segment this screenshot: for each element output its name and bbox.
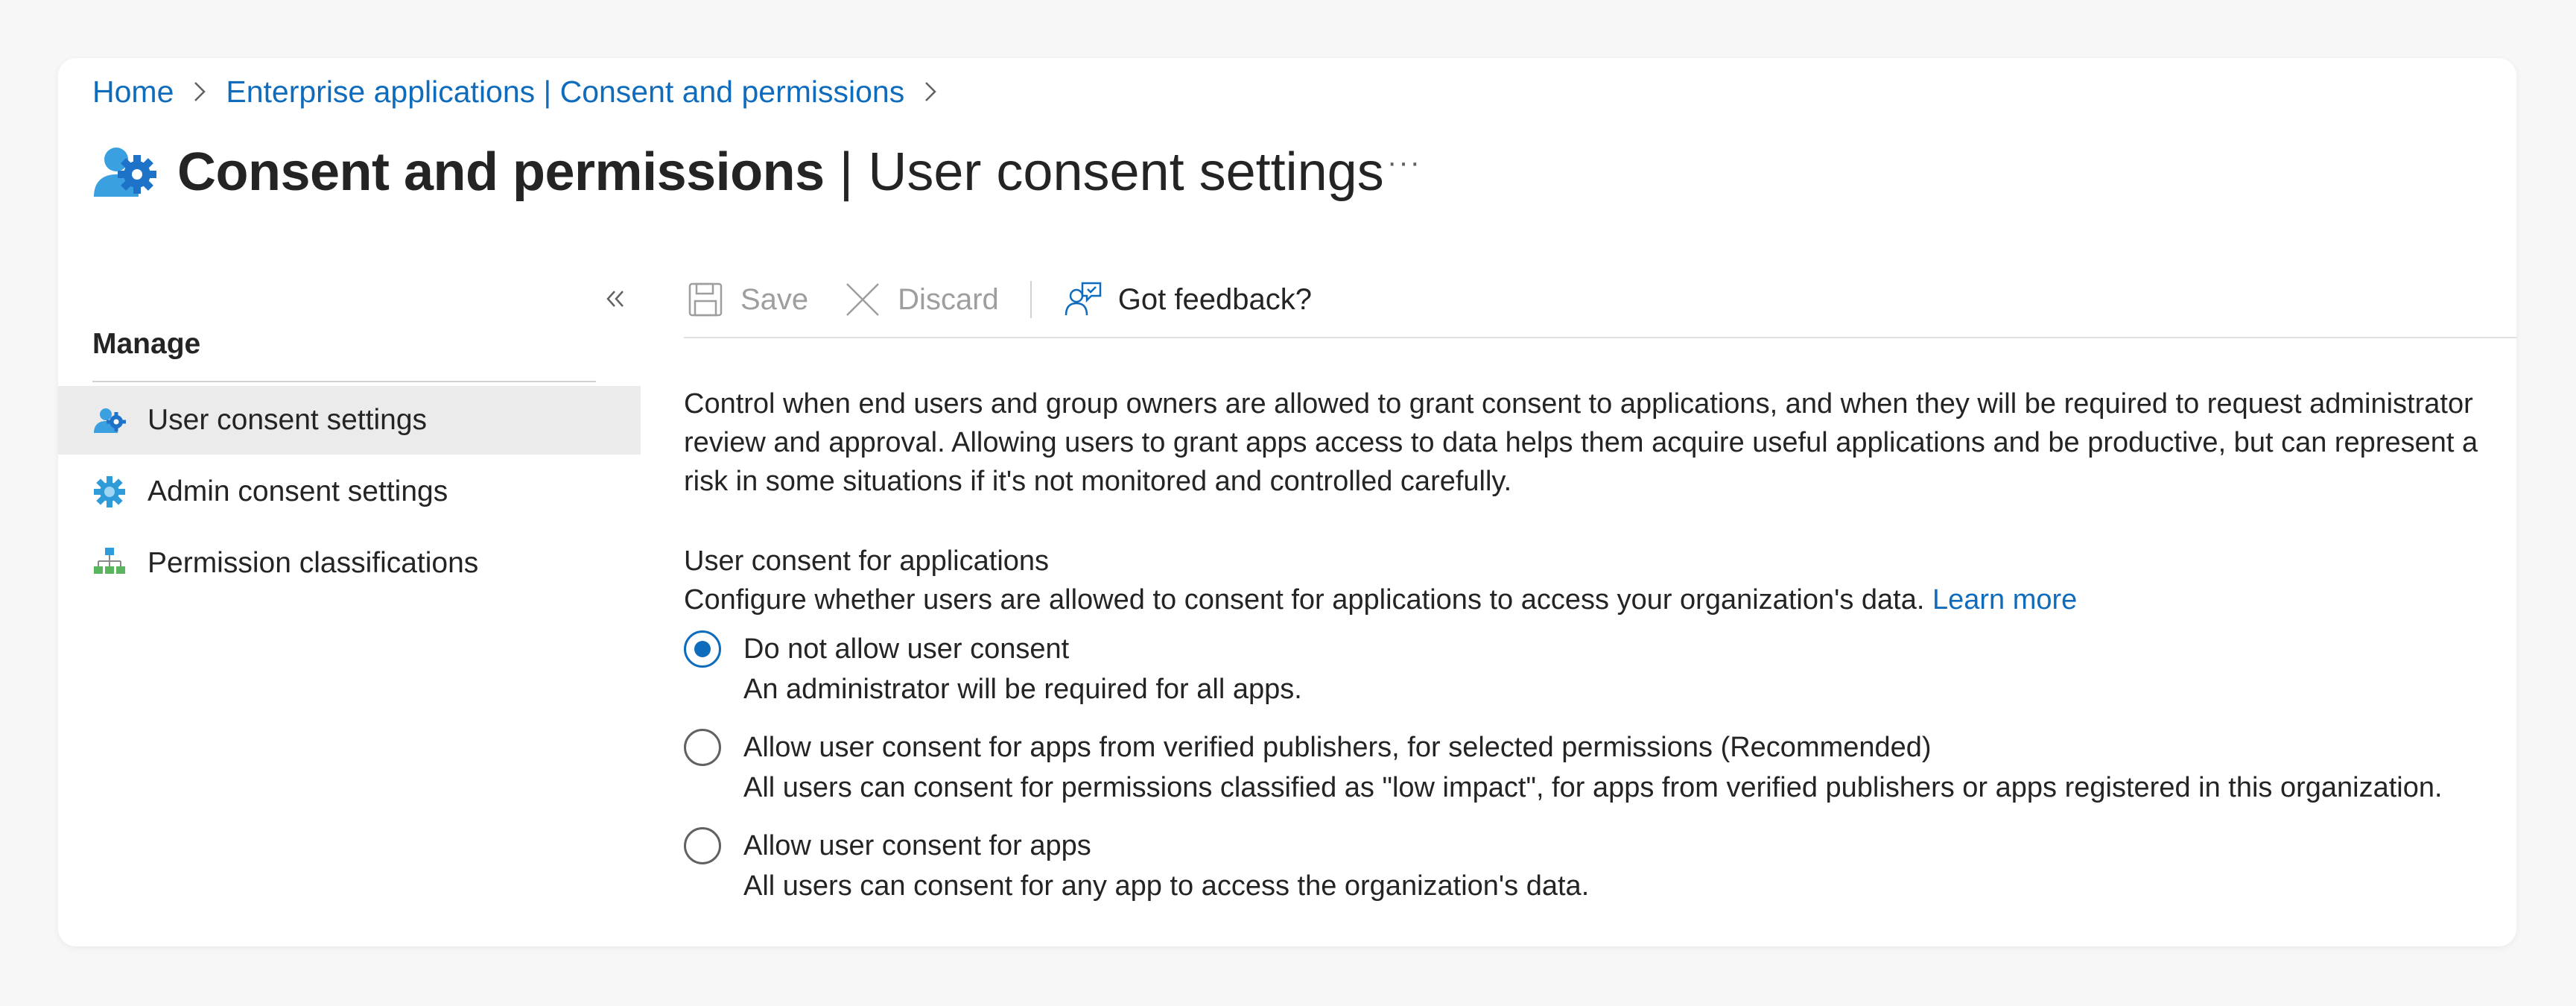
option-text (743, 730, 2443, 805)
option-label: Allow user consent for apps (743, 830, 1091, 861)
page-description: Control when end users and group owners are allowed to grant consent to applications, and when they will be required to request administrator review and approval. Allowing users to grant apps access to data helps them acquire useful applications and be productive, but can represent a risk in some situations if it's not monitored and controlled carefully. (684, 388, 2478, 497)
consent-option-allow-all[interactable] (684, 829, 1589, 903)
discard-button[interactable] (843, 279, 999, 320)
feedback-button[interactable] (1063, 279, 1312, 320)
option-description: An administrator will be required for all apps. (743, 674, 1302, 705)
page-title-separator: | (839, 142, 854, 202)
collapse-sidebar-button[interactable] (600, 279, 630, 319)
more-options-button[interactable]: ··· (1387, 146, 1421, 179)
learn-more-link[interactable]: Learn more (1932, 584, 2078, 616)
page-header (89, 131, 1384, 213)
sidebar-item-label: Admin consent settings (147, 475, 448, 507)
section-description (684, 584, 2077, 616)
section-description-text: Configure whether users are allowed to consent for applications to access your organization's data. (684, 584, 1925, 616)
option-text (743, 829, 1589, 903)
consent-option-do-not-allow[interactable] (684, 632, 1302, 706)
breadcrumb (92, 72, 957, 112)
option-label: Do not allow user consent (743, 633, 1070, 665)
radio-button[interactable] (684, 827, 721, 864)
sidebar-item-user-consent-settings[interactable] (58, 386, 641, 455)
breadcrumb-parent-link[interactable]: Enterprise applications | Consent and permissions (226, 74, 905, 109)
user-gear-icon (92, 403, 127, 437)
option-label: Allow user consent for apps from verified publishers, for selected permissions (Recommended) (743, 732, 1932, 763)
chevron-right-icon (193, 80, 206, 103)
sidebar-item-label: Permission classifications (147, 547, 479, 579)
save-button[interactable] (685, 279, 808, 320)
sidebar-item-admin-consent-settings[interactable] (58, 458, 641, 526)
option-text (743, 632, 1302, 706)
option-description: All users can consent for permissions classified as "low impact", for apps from verified publishers or apps registered in this organization. (743, 772, 2443, 803)
consent-option-verified-publishers[interactable] (684, 730, 2443, 805)
page-title: Consent and permissions (177, 142, 825, 202)
save-icon (685, 279, 726, 320)
option-description: All users can consent for any app to access the organization's data. (743, 870, 1590, 902)
double-chevron-left-icon (604, 288, 626, 310)
command-bar (685, 271, 1312, 328)
radio-button[interactable] (684, 630, 721, 668)
radio-button[interactable] (684, 729, 721, 766)
sidebar-item-label: User consent settings (147, 404, 428, 436)
discard-label: Discard (898, 282, 999, 316)
gear-icon (92, 475, 127, 509)
sidebar-section-label: Manage (92, 328, 201, 360)
breadcrumb-home-link[interactable]: Home (92, 74, 174, 109)
feedback-label: Got feedback? (1117, 282, 1312, 316)
hierarchy-icon (92, 546, 127, 580)
sidebar-item-permission-classifications[interactable] (58, 529, 641, 598)
page-subtitle: User consent settings (868, 142, 1384, 202)
divider (92, 381, 596, 382)
close-icon (843, 279, 883, 320)
toolbar-divider (1030, 281, 1032, 318)
feedback-icon (1063, 279, 1103, 320)
chevron-right-icon (924, 80, 937, 103)
divider (684, 337, 2516, 338)
section-title: User consent for applications (684, 545, 1050, 577)
user-gear-icon (89, 137, 159, 207)
save-label: Save (740, 282, 809, 316)
